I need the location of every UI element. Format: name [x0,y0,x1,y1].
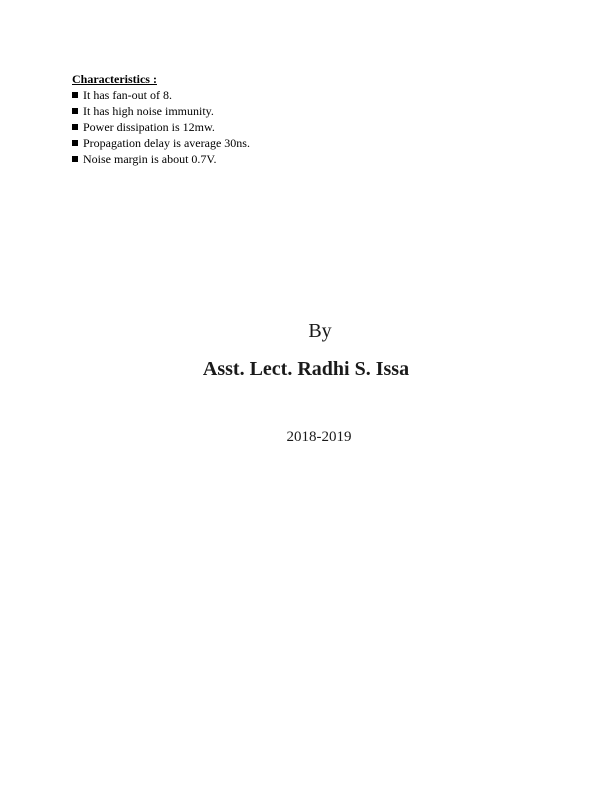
list-item-text: Noise margin is about 0.7V. [83,152,217,166]
square-bullet-icon [72,108,78,114]
characteristics-heading: Characteristics : [72,72,157,86]
square-bullet-icon [72,140,78,146]
characteristics-section [72,71,532,167]
list-item [72,103,532,119]
by-label: By [308,320,332,342]
list-item [72,119,532,135]
square-bullet-icon [72,92,78,98]
list-item-text: It has high noise immunity. [83,104,214,118]
list-item-text: It has fan-out of 8. [83,88,172,102]
academic-year: 2018-2019 [286,429,352,445]
list-item-text: Power dissipation is 12mw. [83,120,215,134]
square-bullet-icon [72,124,78,130]
list-item [72,151,532,167]
characteristics-list [72,87,532,167]
list-item-text: Propagation delay is average 30ns. [83,136,250,150]
list-item [72,135,532,151]
list-item [72,87,532,103]
square-bullet-icon [72,156,78,162]
author-name: Asst. Lect. Radhi S. Issa [202,358,410,380]
